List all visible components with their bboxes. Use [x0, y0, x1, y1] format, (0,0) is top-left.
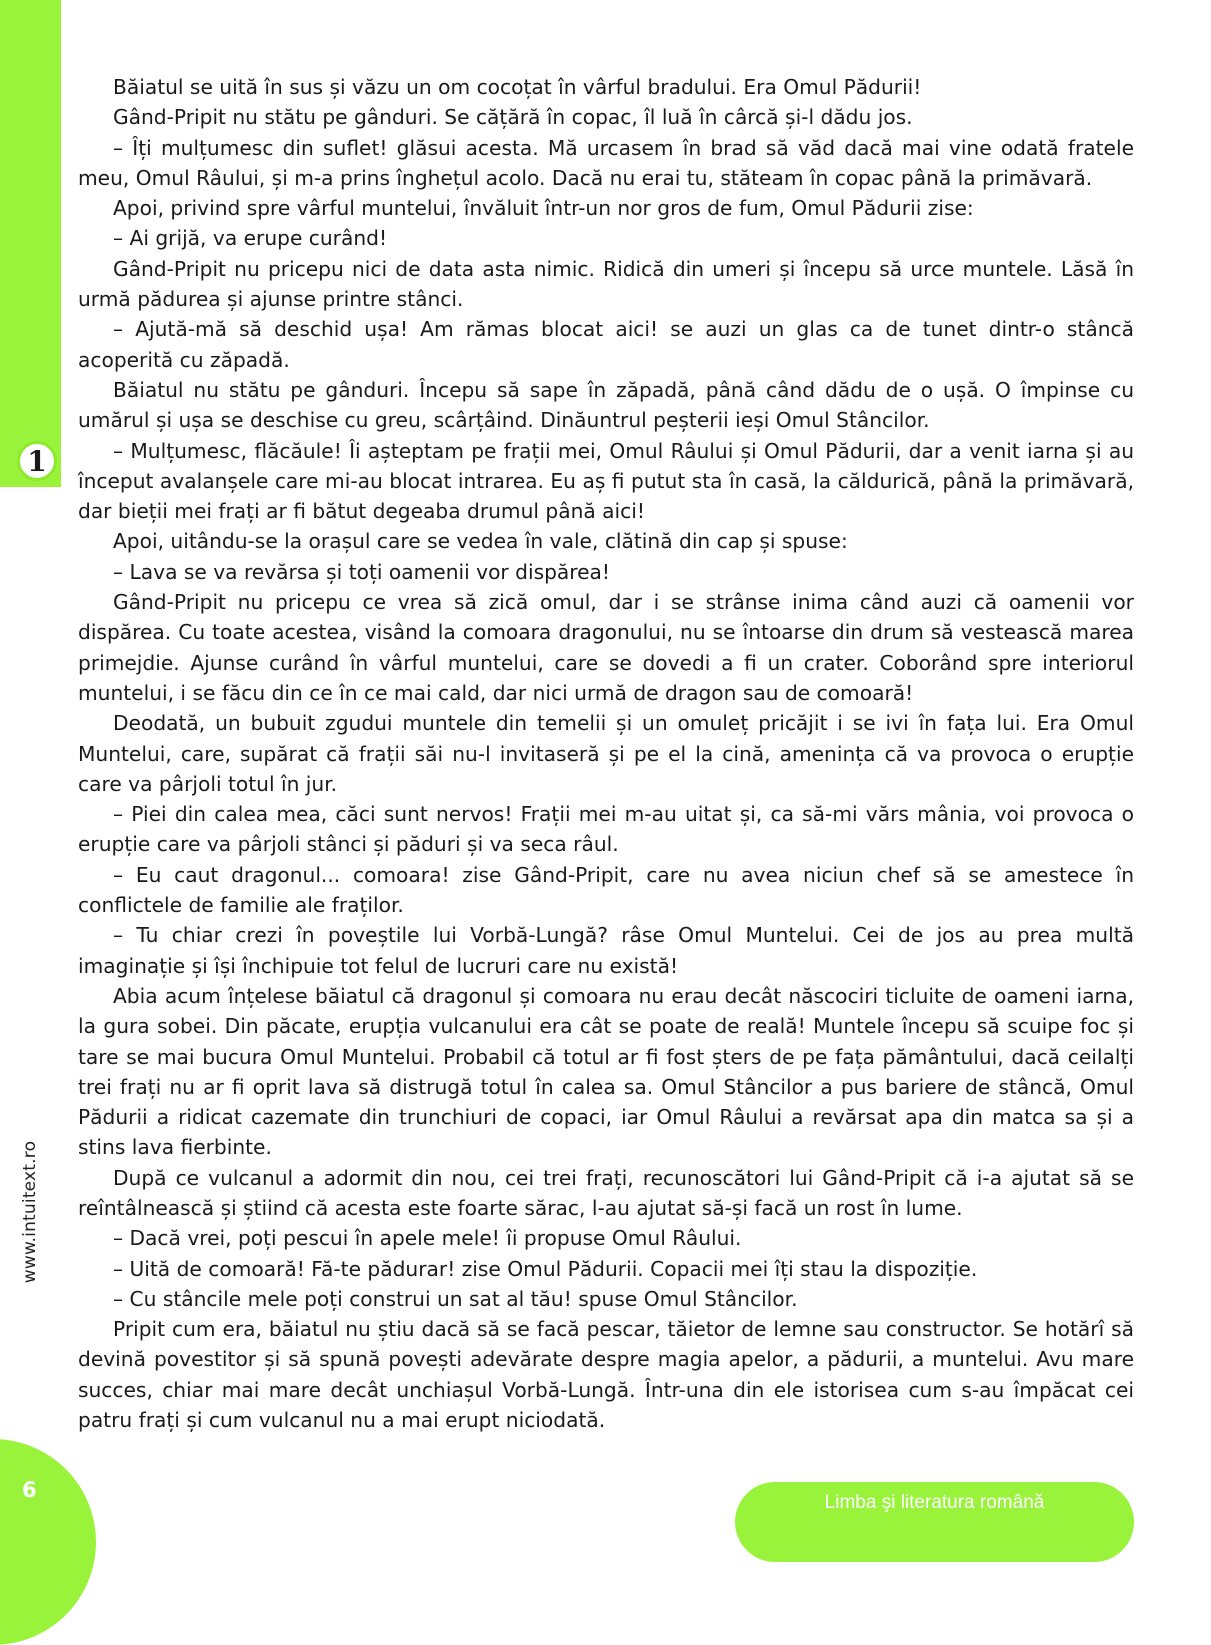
paragraph: – Dacă vrei, poți pescui în apele mele! îi propuse Omul Râului. [113, 1226, 742, 1251]
paragraph: – Cu stâncile mele poți construi un sat al tău! spuse Omul Stâncilor. [113, 1286, 798, 1311]
paragraph: După ce vulcanul a adormit din nou, cei trei frați, recunoscători lui Gând-Pripit că i-a ajutat să se reîntâlnească și știind că acesta este foarte sărac, l-au ajutat să-și facă un rost în lume. [78, 1165, 1134, 1220]
paragraph: Gând-Pripit nu stătu pe gânduri. Se cățără în copac, îl luă în cârcă și-l dădu jos. [113, 105, 913, 130]
paragraph: Băiatul nu stătu pe gânduri. Începu să sape în zăpadă, până când dădu de o ușă. O împinse cu umărul și ușa se deschise cu greu, scârțâind. Dinăuntrul peșterii ieși Omul Stâncilor. [78, 377, 1134, 433]
story-text [78, 72, 1134, 1435]
footer-subject-tab [735, 1482, 1134, 1562]
paragraph: Pripit cum era, băiatul nu știu dacă să se facă pescar, tăietor de lemne sau constructor. Se hotărî să devină povestitor și să spună povești adevărate despre magia apelor, a pădurii, a muntelui. Avu mare succes, chiar mai mare decât unchiașul Vorbă-Lungă. Într-una din ele istorisea cum s-au împăcat cei patru frați și cum vulcanul nu a mai erupt niciodată. [78, 1317, 1134, 1433]
paragraph: Apoi, privind spre vârful muntelui, învăluit într-un nor gros de fum, Omul Pădurii zise: [113, 196, 974, 221]
paragraph: – Mulțumesc, flăcăule! Îi așteptam pe frații mei, Omul Râului și Omul Pădurii, dar a venit iarna și au început avalanșele care mi-au blocat intrarea. Eu aș fi putut sta în casă, la căldurică, până la primăvară, dar bieții mei frați ar fi bătut degeaba drumul până aici! [78, 438, 1134, 524]
website-label: www.intuitext.ro [20, 1140, 40, 1284]
paragraph: – Piei din calea mea, căci sunt nervos! Frații mei m-au uitat și, ca să-mi vărs mânia, voi provoca o erupție care va pârjoli stânci și păduri și va seca râul. [78, 802, 1134, 857]
paragraph: – Tu chiar crezi în poveștile lui Vorbă-Lungă? râse Omul Muntelui. Cei de jos au prea multă imaginație și își închipuie tot felul de lucruri care nu există! [78, 923, 1134, 978]
chapter-badge: 1 [17, 441, 57, 481]
paragraph: – Îți mulțumesc din suflet! glăsui acesta. Mă urcasem în brad să văd dacă mai vine odată fratele meu, Omul Râului, și m-a prins înghețul acolo. Dacă nu erai tu, stăteam în copac până la primăvară. [78, 135, 1134, 190]
paragraph: Deodată, un bubuit zgudui muntele din temelii și un omuleț pricăjit i se ivi în fața lui. Era Omul Muntelui, care, supărat că frații săi nu-l invitaseră și pe el la cină, amenința că va provoca o erupție care va pârjoli totul în jur. [78, 711, 1134, 796]
paragraph: Abia acum înțelese băiatul că dragonul și comoara nu erau decât născociri ticluite de oameni iarna, la gura sobei. Din păcate, erupția vulcanului era cât se poate de reală! Muntele începu să scuipe foc și tare se mai bucura Omul Muntelui. Probabil că totul ar fi fost șters de pe fața pământului, dacă ceilalți trei frați nu ar fi oprit lava să distrugă totul în calea sa. Omul Stâncilor a pus bariere de stâncă, Omul Pădurii a ridicat cazemate din trunchiuri de copaci, iar Omul Râului a revărsat apa din matca sa și a stins lava fierbinte. [78, 983, 1134, 1160]
paragraph: – Uită de comoară! Fă-te pădurar! zise Omul Pădurii. Copacii mei îți stau la dispoziție. [113, 1256, 978, 1281]
paragraph: Apoi, uitându-se la orașul care se vedea în vale, clătină din cap și spuse: [113, 529, 848, 554]
paragraph: Gând-Pripit nu pricepu nici de data asta nimic. Ridică din umeri și începu să urce muntele. Lăsă în urmă pădurea și ajunse printre stânci. [78, 256, 1134, 312]
paragraph: Băiatul se uită în sus și văzu un om cocoțat în vârful bradului. Era Omul Pădurii! [113, 75, 922, 99]
paragraph: – Eu caut dragonul... comoara! zise Gând-Pripit, care nu avea niciun chef să se amestece în conflictele de familie ale fraților. [78, 862, 1134, 918]
page-number-corner [0, 1439, 96, 1645]
page-number: 6 [22, 1478, 37, 1502]
paragraph: Gând-Pripit nu pricepu ce vrea să zică omul, dar i se strânse inima când auzi că oamenii vor dispărea. Cu toate acestea, visând la comoara dragonului, nu se întoarse din drum să vestească marea primejdie. Ajunse curând în vârful muntelui, care se dovedi a fi un crater. Coborând spre interiorul muntelui, i se făcu din ce în ce mai cald, dar nici urmă de dragon sau de comoară! [78, 590, 1134, 705]
footer-subject-label: Limba şi literatura română [824, 1492, 1045, 1513]
side-color-bar [0, 0, 61, 487]
paragraph: – Ajută-mă să deschid ușa! Am rămas blocat aici! se auzi un glas ca de tunet dintr-o stâncă acoperită cu zăpadă. [78, 317, 1134, 372]
paragraph: – Lava se va revărsa și toți oamenii vor dispărea! [113, 559, 611, 584]
paragraph: – Ai grijă, va erupe curând! [113, 226, 388, 251]
